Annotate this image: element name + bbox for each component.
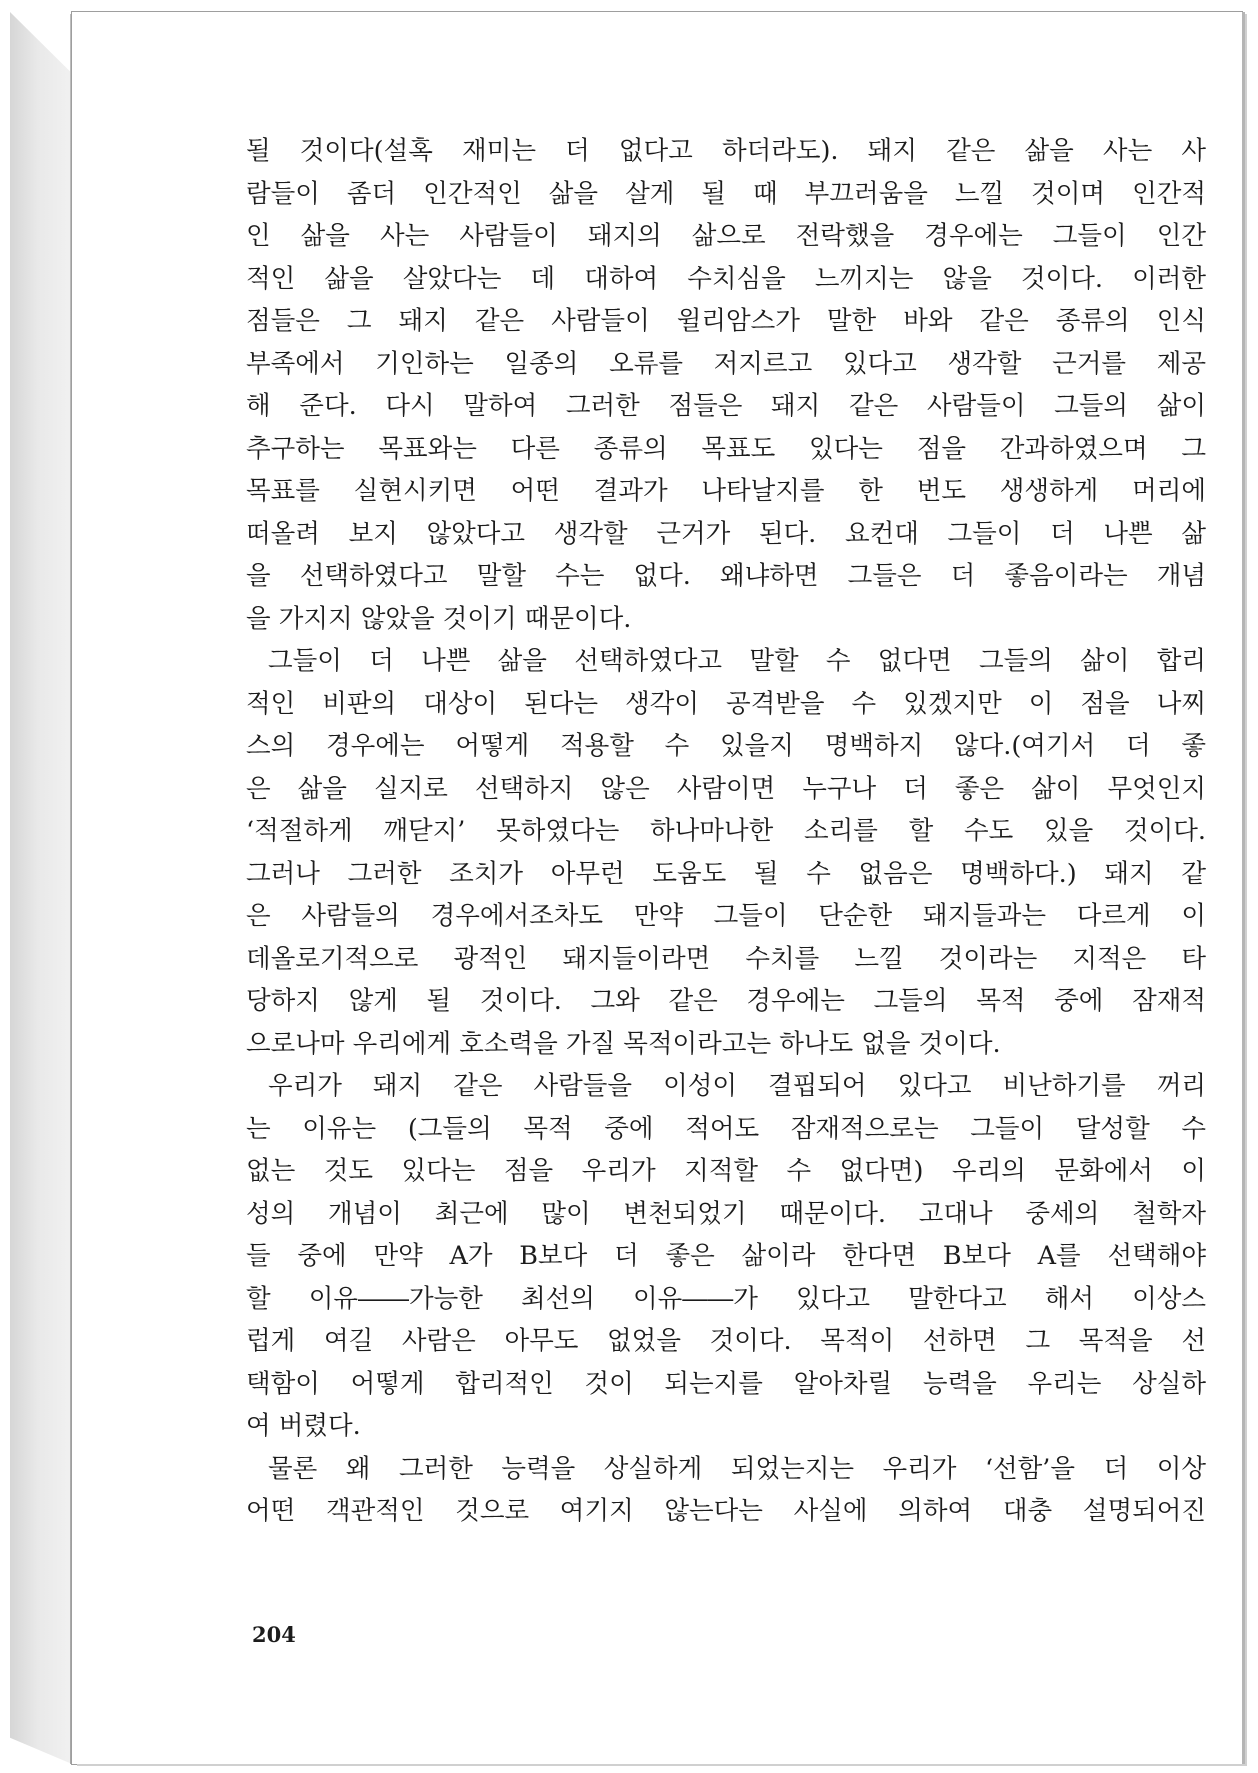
text-line: 그들이 더 나쁜 삶을 선택하였다고 말할 수 없다면 그들의 삶이 합리 [268,646,1206,676]
text-line: 럽게 여길 사람은 아무도 없었을 것이다. 목적이 선하면 그 목적을 선 [246,1326,1206,1356]
text-line: 당하지 않게 될 것이다. 그와 같은 경우에는 그들의 목적 중에 잠재적 [246,986,1206,1016]
text-line: 될 것이다(설혹 재미는 더 없다고 하더라도). 돼지 같은 삶을 사는 사 [246,136,1206,166]
text-line: 을 가지지 않았을 것이기 때문이다. [246,603,632,634]
text-line: 어떤 객관적인 것으로 여기지 않는다는 사실에 의하여 대충 설명되어진 [246,1496,1206,1526]
text-line: 성의 개념이 최근에 많이 변천되었기 때문이다. 고대나 중세의 철학자 [246,1198,1206,1229]
body-text [246,130,1206,1533]
text-line: 적인 삶을 살았다는 데 대하여 수치심을 느끼지는 않을 것이다. 이러한 [246,263,1206,294]
text-line: 부족에서 기인하는 일종의 오류를 저지르고 있다고 생각할 근거를 제공 [246,348,1206,379]
text-line: 스의 경우에는 어떻게 적용할 수 있을지 명백하지 않다.(여기서 더 좋 [246,731,1206,761]
text-line: 으로나마 우리에게 호소력을 가질 목적이라고는 하나도 없을 것이다. [246,1028,1001,1059]
text-line: 해 준다. 다시 말하여 그러한 점들은 돼지 같은 사람들이 그들의 삶이 [246,391,1206,421]
text-line: ‘적절하게 깨닫지’ 못하였다는 하나마나한 소리를 할 수도 있을 것이다. [246,816,1206,846]
text-line: 우리가 돼지 같은 사람들을 이성이 결핍되어 있다고 비난하기를 꺼리 [268,1071,1206,1101]
text-line: 람들이 좀더 인간적인 삶을 살게 될 때 부끄러움을 느낄 것이며 인간적 [246,178,1206,209]
text-line: 없는 것도 있다는 점을 우리가 지적할 수 없다면) 우리의 문화에서 이 [246,1156,1206,1186]
text-line: 인 삶을 사는 사람들이 돼지의 삶으로 전락했을 경우에는 그들이 인간 [246,221,1206,251]
text-line: 목표를 실현시키면 어떤 결과가 나타날지를 한 번도 생생하게 머리에 [246,476,1206,506]
text-line: 물론 왜 그러한 능력을 상실하게 되었는지는 우리가 ‘선함’을 더 이상 [268,1453,1206,1484]
text-line: 들 중에 만약 A가 B보다 더 좋은 삶이라 한다면 B보다 A를 선택해야 [246,1241,1206,1271]
text-line: 데올로기적으로 광적인 돼지들이라면 수치를 느낄 것이라는 지적은 타 [246,943,1206,974]
page-number: 204 [252,1622,296,1647]
book-spine [10,12,72,1764]
book-page [72,12,1242,1764]
text-line: 그러나 그러한 조치가 아무런 도움도 될 수 없음은 명백하다.) 돼지 같 [246,858,1206,889]
text-line: 할 이유――가능한 최선의 이유――가 있다고 말한다고 해서 이상스 [246,1283,1206,1314]
text-line: 여 버렸다. [246,1411,361,1441]
text-line: 점들은 그 돼지 같은 사람들이 윌리암스가 말한 바와 같은 종류의 인식 [246,306,1206,336]
text-line: 떠올려 보지 않았다고 생각할 근거가 된다. 요컨대 그들이 더 나쁜 삶 [246,518,1206,549]
text-line: 택함이 어떻게 합리적인 것이 되는지를 알아차릴 능력을 우리는 상실하 [246,1368,1206,1399]
text-line: 추구하는 목표와는 다른 종류의 목표도 있다는 점을 간과하였으며 그 [246,433,1206,464]
text-line: 은 사람들의 경우에서조차도 만약 그들이 단순한 돼지들과는 다르게 이 [246,901,1206,931]
text-line: 은 삶을 실지로 선택하지 않은 사람이면 누구나 더 좋은 삶이 무엇인지 [246,773,1206,804]
text-line: 적인 비판의 대상이 된다는 생각이 공격받을 수 있겠지만 이 점을 나찌 [246,688,1206,719]
text-line: 을 선택하였다고 말할 수는 없다. 왜냐하면 그들은 더 좋음이라는 개념 [246,561,1206,591]
text-line: 는 이유는 (그들의 목적 중에 적어도 잠재적으로는 그들이 달성할 수 [246,1113,1206,1144]
